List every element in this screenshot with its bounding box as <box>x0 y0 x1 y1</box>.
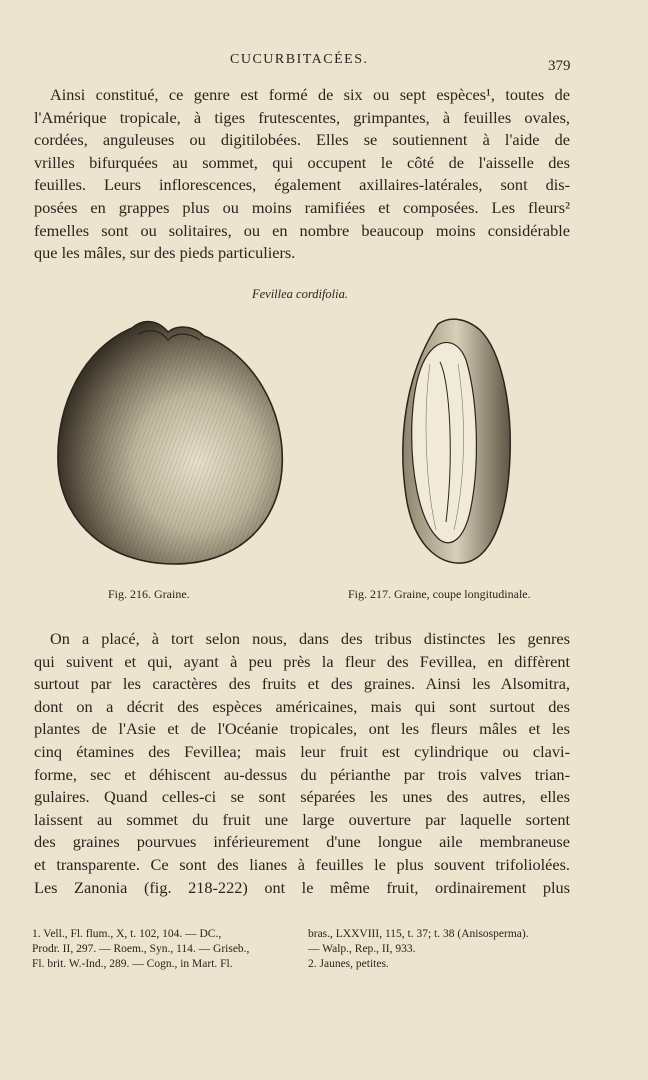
text-line: Les Zanonia (fig. 218-222) ont le même fruit, ordinairement plus <box>34 877 570 897</box>
seed-illustration <box>54 318 286 568</box>
text-line: que les mâles, sur des pieds particuliers. <box>34 243 296 263</box>
text-line: surtout par les caractères des fruits et des graines. Ainsi les Alsomitra, <box>34 674 570 694</box>
footnotes-right-column <box>308 927 529 972</box>
text-line: dont on a décrit des espèces américaines, mais qui sont surtout des <box>34 696 570 716</box>
figure-title: Fevillea cordifolia. <box>251 287 349 301</box>
text-line: l'Amérique tropicale, à tiges frutescentes, grimpantes, à feuilles ovales, <box>34 107 570 127</box>
page-number: 379 <box>548 58 571 74</box>
footnote-line: Fl. brit. W.-Ind., 289. — Cogn., in Mart. Fl. <box>32 958 233 970</box>
text-line: gulaires. Quand celles-ci se sont séparées les unes des autres, elles <box>34 787 570 807</box>
seed-section-illustration <box>394 316 516 568</box>
text-line: vrilles bifurquées au sommet, qui occupent le côté de l'aisselle des <box>34 152 570 172</box>
text-line: cordées, anguleuses ou digitilobées. Elles se soutiennent à l'aide de <box>34 130 570 150</box>
footnote-line: 1. Vell., Fl. flum., X, t. 102, 104. — DC., <box>32 928 222 940</box>
footnote-line: Prodr. II, 297. — Roem., Syn., 114. — Griseb., <box>32 943 250 955</box>
footnote-line: — Walp., Rep., II, 933. <box>308 943 416 955</box>
paragraph-1 <box>34 84 570 265</box>
text-line: des graines pourvues inférieurement d'une longue aile membraneuse <box>34 832 570 852</box>
page-header <box>0 52 648 74</box>
footnotes-left-column <box>32 927 249 972</box>
footnote-line: 2. Jaunes, petites. <box>308 958 389 970</box>
figure-216-caption: Fig. 216. Graine. <box>108 587 190 601</box>
text-line: Ainsi constitué, ce genre est formé de six ou sept espèces¹, toutes de <box>50 85 570 104</box>
text-line: cinq étamines des Fevillea; mais leur fruit est cylindrique ou clavi- <box>34 741 570 761</box>
text-line: qui suivent et qui, ayant à peu près la fleur des Fevillea, en diffèrent <box>34 651 570 671</box>
text-line: laissent au sommet du fruit une large ouverture par laquelle sortent <box>34 809 570 829</box>
running-title: CUCURBITACÉES. <box>230 52 369 67</box>
paragraph-2 <box>34 628 570 899</box>
text-line: On a placé, à tort selon nous, dans des tribus distinctes les genres <box>50 629 570 648</box>
text-line: feuilles. Leurs inflorescences, également axillaires-latérales, sont dis- <box>34 175 570 195</box>
text-line: femelles sont ou solitaires, ou en nombre beaucoup moins considérable <box>34 220 570 240</box>
text-line: et transparente. Ce sont des lianes à feuilles le plus souvent trifoliolées. <box>34 854 570 874</box>
footnote-line: bras., LXXVIII, 115, t. 37; t. 38 (Anisosperma). <box>308 928 529 940</box>
text-line: plantes de l'Asie et de l'Océanie tropicales, ont les fleurs mâles et les <box>34 719 570 739</box>
figure-217-caption: Fig. 217. Graine, coupe longitudinale. <box>348 587 531 601</box>
text-line: posées en grappes plus ou moins ramifiées et composées. Les fleurs² <box>34 197 570 217</box>
text-line: forme, sec et déhiscent au-dessus du périanthe par trois valves trian- <box>34 764 570 784</box>
